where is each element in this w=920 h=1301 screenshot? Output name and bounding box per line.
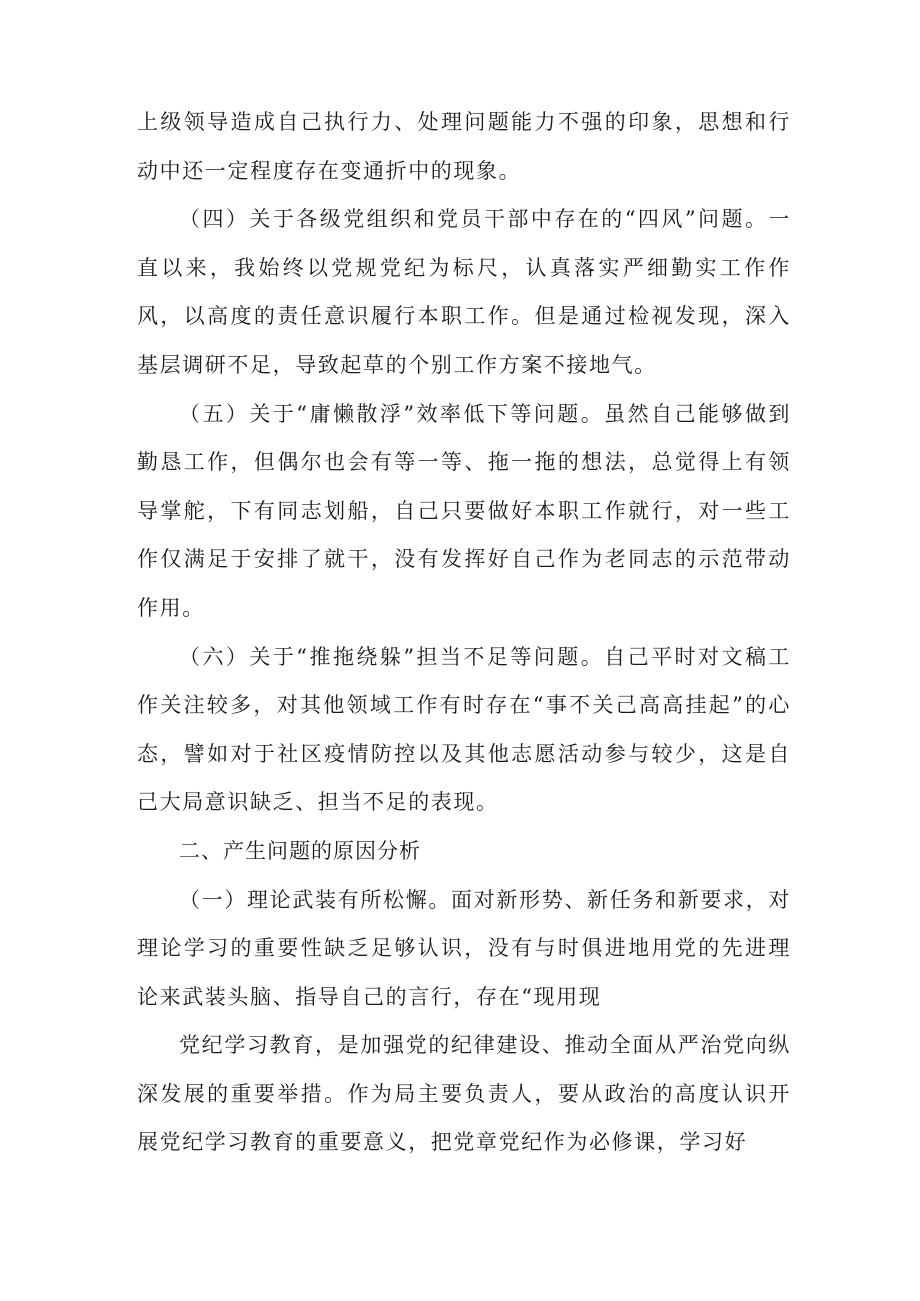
paragraph-efficiency: （五）关于“庸懒散浮”效率低下等问题。虽然自己能够做到勤恳工作，但偶尔也会有等一等、拖一拖的想法，总觉得上有领导掌舵，下有同志划船，自己只要做好本职工作就行，对一些工作仅满足于安排了就干，没有发挥好自己作为老同志的示范带动作用。	[137, 401, 791, 620]
paragraph-theory: （一）理论武装有所松懈。面对新形势、新任务和新要求，对理论学习的重要性缺乏足够认识，没有与时俱进地用党的先进理论来武装头脑、指导自己的言行，存在“现用现	[137, 887, 791, 1009]
paragraph-continuation: 上级领导造成自己执行力、处理问题能力不强的印象，思想和行动中还一定程度存在变通折中的现象。	[137, 110, 791, 183]
section-heading: 二、产生问题的原因分析	[179, 838, 421, 863]
paragraph-responsibility: （六）关于“推拖绕躲”担当不足等问题。自己平时对文稿工作关注较多，对其他领域工作有时存在“事不关己高高挂起”的心态，譬如对于社区疫情防控以及其他志愿活动参与较少，这是自己大局意识缺乏、担当不足的表现。	[137, 644, 791, 815]
paragraph-four-winds: （四）关于各级党组织和党员干部中存在的“四风”问题。一直以来，我始终以党规党纪为标尺，认真落实严细勤实工作作风，以高度的责任意识履行本职工作。但是通过检视发现，深入基层调研不足，导致起草的个别工作方案不接地气。	[137, 207, 791, 377]
document-body	[137, 98, 791, 1167]
paragraph-discipline-education: 党纪学习教育，是加强党的纪律建设、推动全面从严治党向纵深发展的重要举措。作为局主要负责人，要从政治的高度认识开展党纪学习教育的重要意义，把党章党纪作为必修课，学习好	[137, 1033, 791, 1155]
